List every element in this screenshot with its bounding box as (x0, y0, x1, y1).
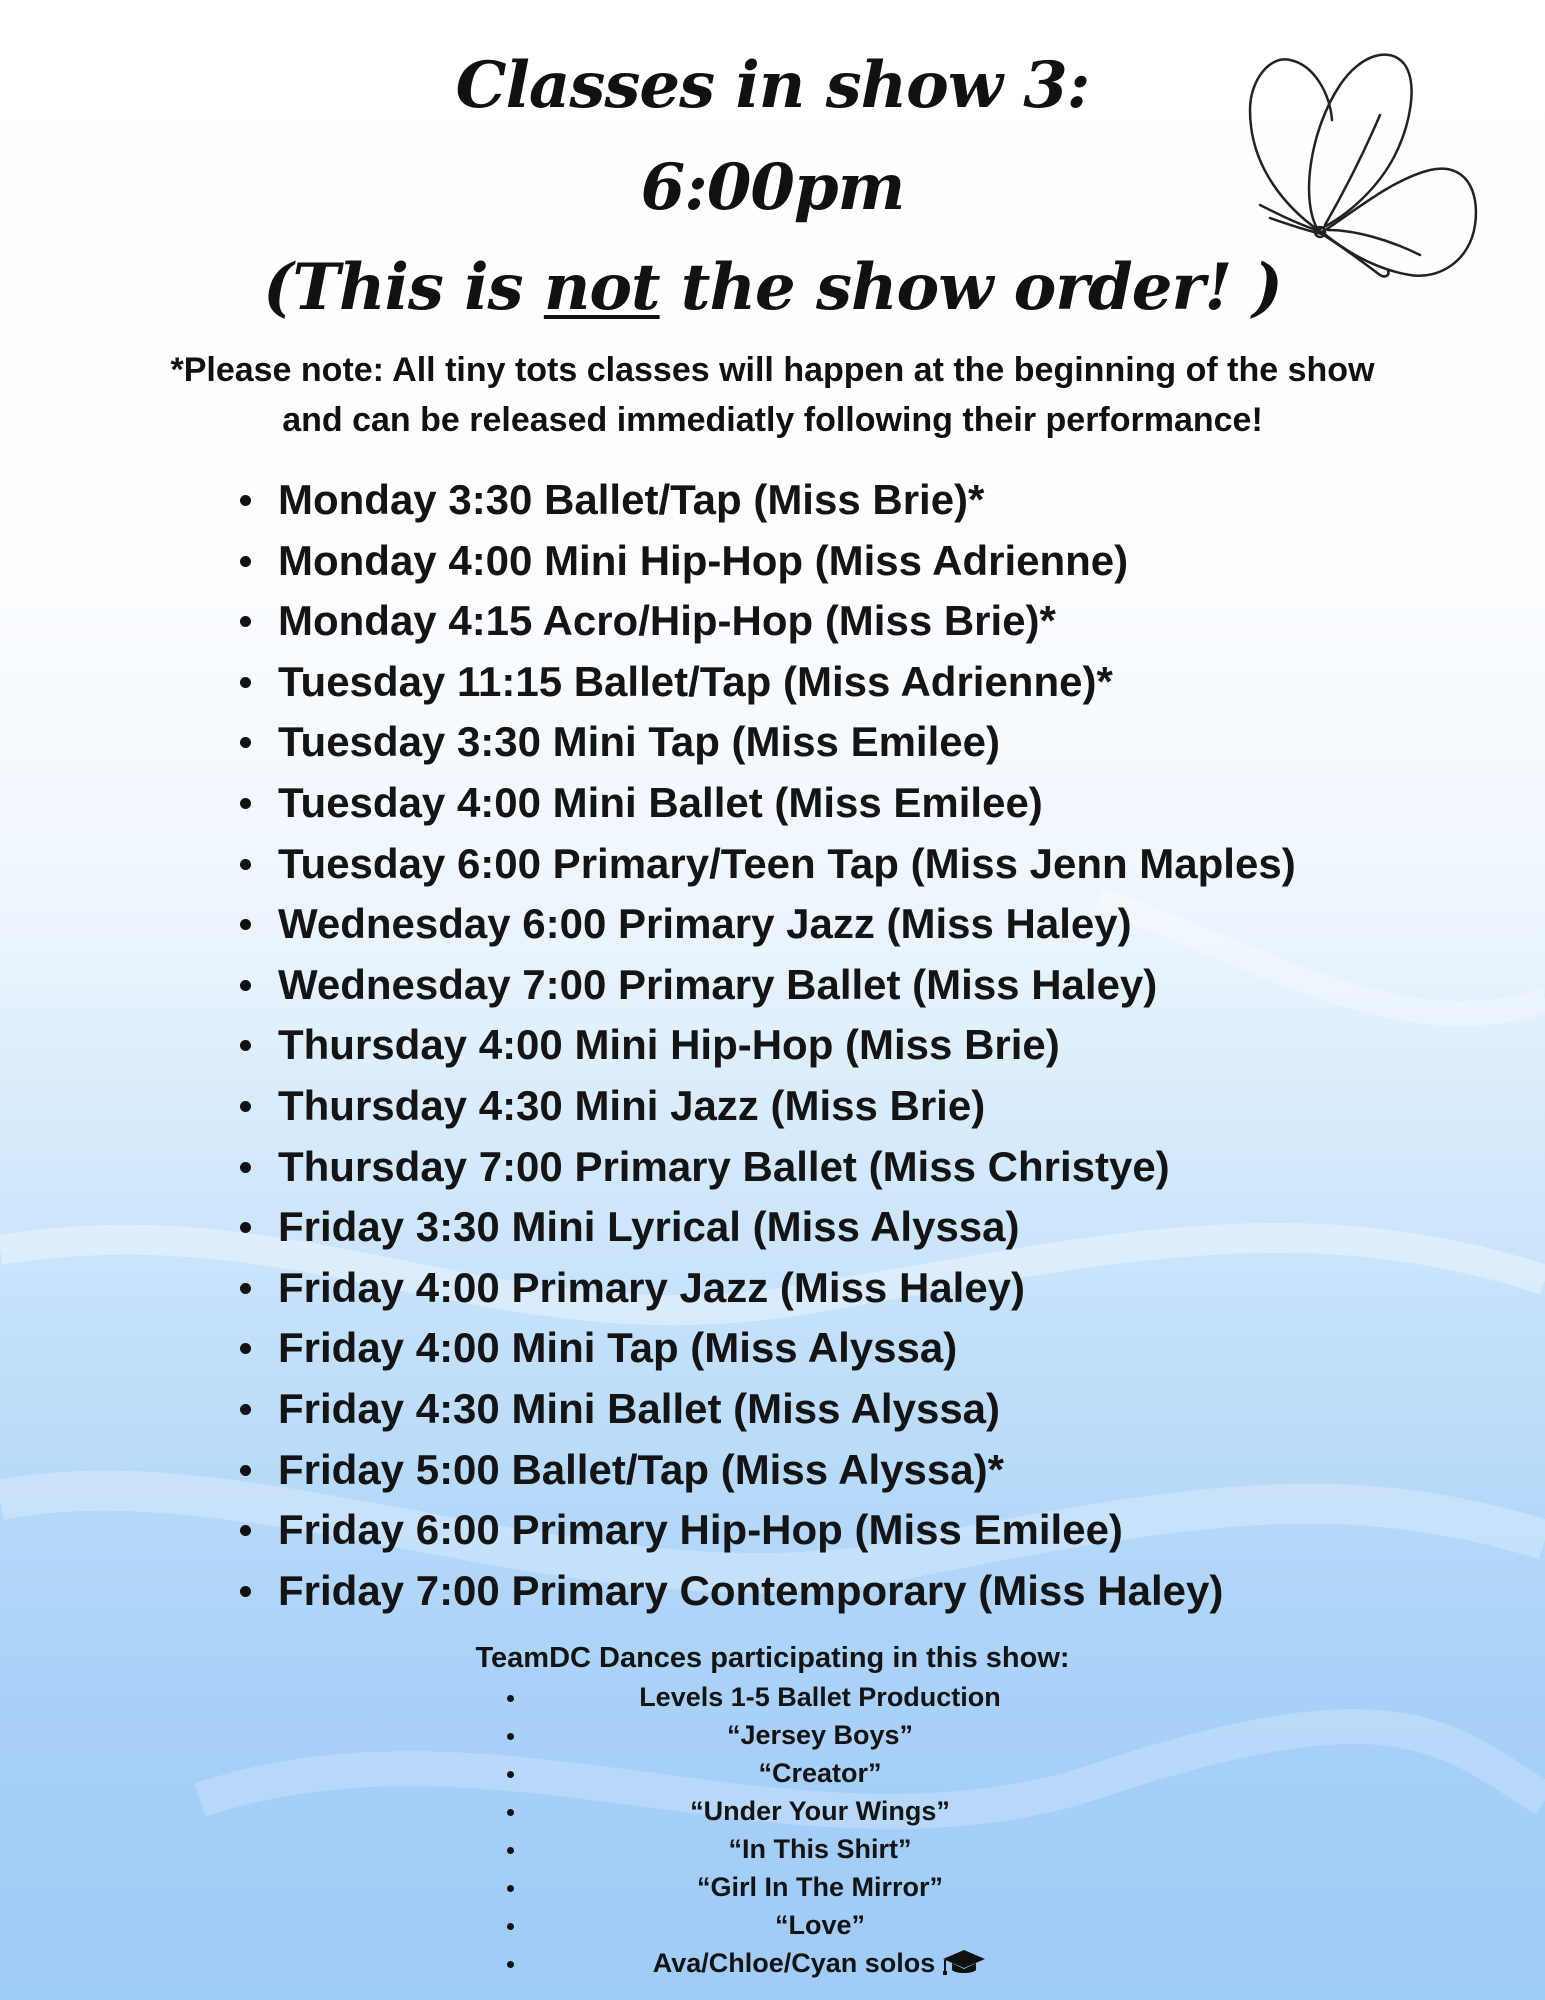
dance-item (0, 1678, 1545, 1716)
class-label: Friday 4:00 Primary Jazz (Miss Haley) (278, 1263, 1026, 1311)
dance-label-with-icon (560, 1944, 1080, 1982)
dance-label: “In This Shirt” (728, 1834, 912, 1864)
class-item (0, 773, 1545, 834)
bullet-icon (507, 1923, 514, 1930)
class-item (0, 1500, 1545, 1561)
class-item (0, 652, 1545, 713)
class-item (0, 1137, 1545, 1198)
bullet-icon (240, 1343, 251, 1354)
note-line-1: *Please note: All tiny tots classes will happen at the beginning of the show (170, 351, 1375, 389)
class-item (0, 1318, 1545, 1379)
bullet-icon (240, 798, 251, 809)
class-item (0, 470, 1545, 531)
bullet-icon (507, 1885, 514, 1892)
bullet-icon (240, 1162, 251, 1173)
class-item (0, 712, 1545, 773)
bullet-icon (240, 1465, 251, 1476)
class-label: Friday 4:30 Mini Ballet (Miss Alyssa) (278, 1384, 1001, 1432)
class-item (0, 591, 1545, 652)
disclaimer-underlined: not (543, 250, 660, 325)
bullet-icon (240, 616, 251, 627)
bullet-icon (240, 737, 251, 748)
note-line-2: and can be released immediatly following their performance! (282, 401, 1263, 439)
class-item (0, 1015, 1545, 1076)
dance-item (0, 1906, 1545, 1944)
bullet-icon (240, 859, 251, 870)
class-label: Tuesday 4:00 Mini Ballet (Miss Emilee) (278, 778, 1043, 826)
class-label: Monday 3:30 Ballet/Tap (Miss Brie)* (278, 476, 985, 523)
dance-item (0, 1944, 1545, 1982)
class-item (0, 1258, 1545, 1319)
bullet-icon (240, 919, 251, 930)
class-label: Wednesday 6:00 Primary Jazz (Miss Haley) (278, 900, 1132, 948)
dance-label: “Creator” (758, 1758, 882, 1788)
class-list (0, 470, 1545, 1621)
class-label: Friday 3:30 Mini Lyrical (Miss Alyssa) (278, 1203, 1020, 1251)
bullet-icon (240, 1040, 251, 1051)
bullet-icon (507, 1771, 514, 1778)
dance-label: “Girl In The Mirror” (696, 1872, 944, 1902)
class-label: Thursday 4:30 Mini Jazz (Miss Brie) (278, 1081, 986, 1129)
class-label: Thursday 4:00 Mini Hip-Hop (Miss Brie) (278, 1021, 1060, 1069)
class-item (0, 1197, 1545, 1258)
bullet-icon (507, 1847, 514, 1854)
dance-label: “Love” (774, 1910, 866, 1940)
bullet-icon (240, 980, 251, 991)
dances-title: TeamDC Dances participating in this show: (475, 1642, 1070, 1674)
class-label: Friday 6:00 Primary Hip-Hop (Miss Emilee) (278, 1506, 1123, 1554)
class-item (0, 894, 1545, 955)
header-time: 6:00pm (640, 150, 905, 225)
bullet-icon (240, 1101, 251, 1112)
bullet-icon (507, 1961, 514, 1968)
class-label: Wednesday 7:00 Primary Ballet (Miss Haley) (278, 960, 1158, 1008)
bullet-icon (240, 677, 251, 688)
header-title: Classes in show 3: (455, 48, 1090, 123)
class-label: Monday 4:15 Acro/Hip-Hop (Miss Brie)* (278, 597, 1056, 645)
class-item (0, 1379, 1545, 1440)
bullet-icon (507, 1695, 514, 1702)
disclaimer-post: the show order! ) (659, 250, 1282, 325)
class-label: Friday 5:00 Ballet/Tap (Miss Alyssa)* (278, 1445, 1004, 1493)
graduation-cap-icon (941, 1947, 987, 1977)
class-item (0, 955, 1545, 1016)
bullet-icon (240, 556, 251, 567)
dance-label: Ava/Chloe/Cyan solos (652, 1948, 936, 1978)
dance-label: Levels 1-5 Ballet Production (639, 1682, 1001, 1712)
dance-item (0, 1754, 1545, 1792)
dance-item (0, 1716, 1545, 1754)
bullet-icon (240, 1222, 251, 1233)
dances-list (0, 1678, 1545, 1982)
dance-label: “Under Your Wings” (690, 1796, 950, 1826)
bullet-icon (507, 1809, 514, 1816)
disclaimer-pre: (This is (263, 250, 544, 325)
class-label: Tuesday 3:30 Mini Tap (Miss Emilee) (278, 718, 1000, 766)
bullet-icon (240, 1586, 251, 1597)
class-label: Friday 7:00 Primary Contemporary (Miss Haley) (278, 1566, 1224, 1614)
dance-item (0, 1868, 1545, 1906)
class-item (0, 1440, 1545, 1501)
class-label: Monday 4:00 Mini Hip-Hop (Miss Adrienne) (278, 536, 1129, 584)
butterfly-icon (1240, 40, 1500, 290)
class-label: Tuesday 6:00 Primary/Teen Tap (Miss Jenn Maples) (278, 839, 1296, 887)
dance-item (0, 1830, 1545, 1868)
bullet-icon (240, 495, 251, 506)
dance-item (0, 1792, 1545, 1830)
class-item (0, 1561, 1545, 1622)
bullet-icon (240, 1404, 251, 1415)
bullet-icon (240, 1525, 251, 1536)
tiny-tots-note (100, 345, 1445, 445)
class-item (0, 834, 1545, 895)
dance-label: “Jersey Boys” (726, 1720, 914, 1750)
class-item (0, 531, 1545, 592)
bullet-icon (507, 1733, 514, 1740)
class-label: Tuesday 11:15 Ballet/Tap (Miss Adrienne)* (278, 657, 1113, 705)
bullet-icon (240, 1283, 251, 1294)
class-item (0, 1076, 1545, 1137)
class-label: Friday 4:00 Mini Tap (Miss Alyssa) (278, 1324, 958, 1372)
class-label: Thursday 7:00 Primary Ballet (Miss Christye) (278, 1142, 1170, 1190)
